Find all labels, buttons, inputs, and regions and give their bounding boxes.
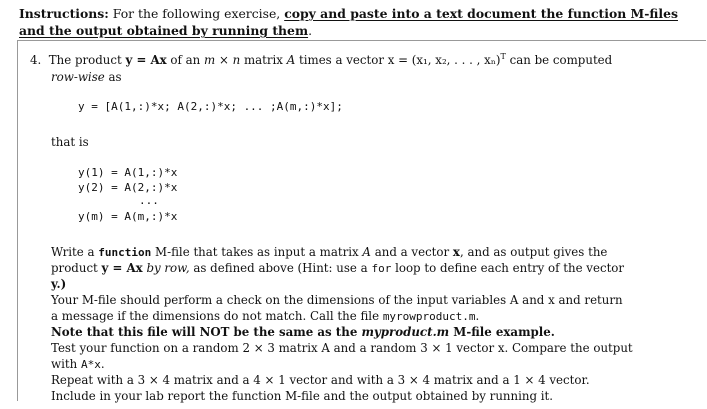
- problem-intro-line: 4. The product y = Ax of an m × n matrix A times a vector x = (x₁, x₂, . . . , xₙ)$^T$ can be computed: [30, 52, 613, 67]
- instructions-block: Instructions: For the following exercise, copy and paste into a text document the function M-files and the output obtained by running them.: [19, 6, 678, 38]
- para4-line2: Include in your lab report the function M-file and the output obtained by running it.: [51, 389, 554, 403]
- para3-line2: with A*x.: [51, 357, 105, 371]
- code-line-1: y(1) = A(1,:)*x: [78, 166, 178, 179]
- para1-line2: product y = Ax by row, as defined above (Hint: use a for loop to define each entry of the vector: [51, 261, 625, 275]
- para1-line3: y.): [51, 277, 67, 291]
- instructions-label: Instructions:: [19, 6, 109, 21]
- that-is-label: that is: [51, 135, 89, 149]
- instructions-emphasis-2: and the output obtained by running them: [19, 23, 309, 38]
- para2-line1: Your M-file should perform a check on the dimensions of the input variables A and x and return: [51, 293, 623, 307]
- instructions-text: For the following exercise,: [112, 6, 281, 21]
- code-row-wise: y = [A(1,:)*x; A(2,:)*x; ... ;A(m,:)*x];: [78, 100, 343, 113]
- problem-number: 4.: [30, 53, 42, 67]
- para2-line2: a message if the dimensions do not match. Call the file myrowproduct.m.: [51, 309, 480, 323]
- code-line-m: y(m) = A(m,:)*x: [78, 210, 178, 223]
- para1-line1: Write a function M-file that takes as input a matrix A and a vector x, and as output gives the: [51, 245, 608, 259]
- para4-line1: Repeat with a 3 × 4 matrix and a 4 × 1 vector and with a 3 × 4 matrix and a 1 × 4 vector.: [51, 373, 590, 387]
- note-line: Note that this file will NOT be the same as the myproduct.m M-file example.: [51, 325, 555, 339]
- instructions-emphasis-1: copy and paste into a text document the function M-files: [284, 6, 678, 21]
- rowwise-line: row-wise as: [51, 70, 122, 84]
- code-line-2: y(2) = A(2,:)*x: [78, 181, 178, 194]
- code-ellipsis: ...: [139, 194, 159, 207]
- para3-line1: Test your function on a random 2 × 3 matrix A and a random 3 × 1 vector x. Compare the output: [51, 341, 633, 355]
